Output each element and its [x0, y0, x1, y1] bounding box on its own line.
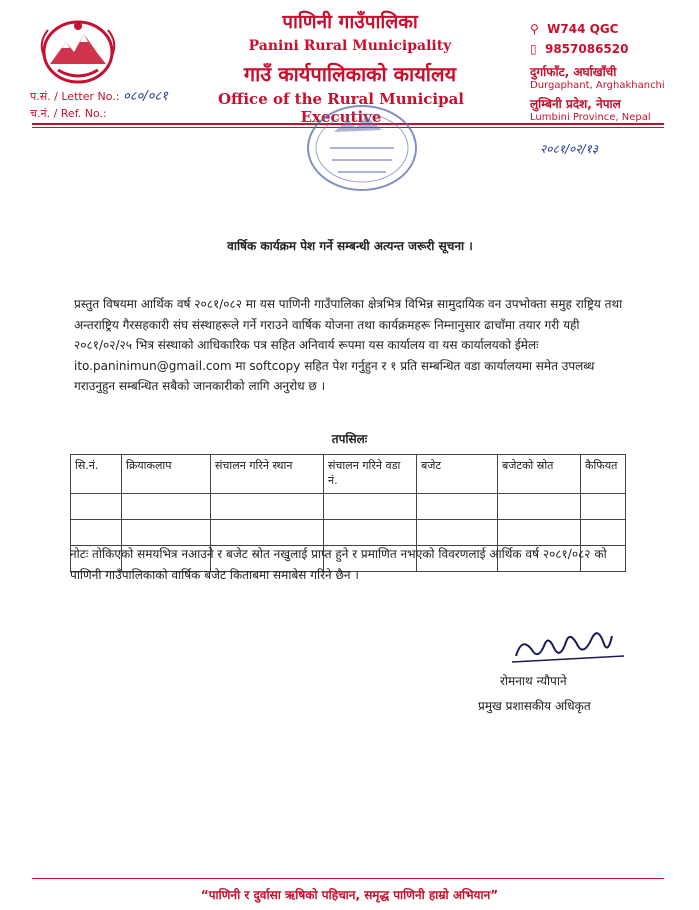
footer-slogan: “पाणिनी र दुर्वासा ऋषिको पहिचान, समृद्ध पाणिनी हाम्रो अभियान” — [200, 888, 499, 902]
table-row — [71, 494, 626, 520]
phone-icon: ▯ — [530, 42, 537, 56]
phone-value: 9857086520 — [544, 42, 629, 56]
column-header: संचालन गरिने स्थान — [211, 455, 324, 494]
letter-number-label: प.सं. / Letter No.: — [30, 90, 120, 103]
table-cell — [122, 520, 211, 546]
phone-number — [530, 42, 690, 56]
notice-note: नोटः तोकिएको समयभित्र नआउने र बजेट स्रोत नखुलाई प्राप्त हुने र प्रमाणित नभएको विवरणलाई आर्थिक वर्ष २०८१/०८२ को पाणिनी गाउँपालिकाको वार्षिक बजेट किताबमा समाबेस गरिने छैन । — [70, 547, 607, 582]
handwritten-signature-icon — [508, 616, 628, 672]
province-np: लुम्बिनी प्रदेश, नेपाल — [530, 97, 621, 111]
table-cell — [417, 520, 498, 546]
table-cell — [324, 494, 417, 520]
signatory-title: प्रमुख प्रशासकीय अधिकृत — [478, 699, 591, 713]
table-cell — [211, 520, 324, 546]
office-name-en: Office of the Rural Municipal Executive — [217, 90, 465, 126]
ref-number-label: च.नं. / Ref. No.: — [30, 107, 107, 120]
column-header: बजेटको स्रोत — [498, 455, 581, 494]
table-cell — [581, 520, 626, 546]
letter-number-value: ०८०/०८१ — [122, 89, 168, 104]
column-header: क्रियाकलाप — [122, 455, 211, 494]
notice-body: प्रस्तुत विषयमा आर्थिक वर्ष २०८१/०८२ मा यस पाणिनी गाउँपालिका क्षेत्रभित्र विभिन्न सामुदायिक वन उपभोक्ता समुह राष्ट्रिय तथा अन्तराष्ट्रिय गैरसहकारी संघ संस्थाहरूले गर्ने गराउने वार्षिक योजना तथा कार्यक्रमहरू निम्नानुसार ढाचाँमा तयार गरी यही २०८१/०२/२५ भित्र संस्थाको आधिकारिक पत्र सहित अनिवार्य रूपमा यस कार्यालय वा यस कार्यालयको ईमेलः ito.paninimun@gmail.com मा softcopy सहित पेश गर्नुहुन र १ प्रति सम्बन्धित वडा कार्यालयमा समेत उपलब्ध गराउनुहुन सम्बन्धित सबैको जानकारीको लागि अनुरोध छ । — [74, 297, 623, 393]
office-stamp-icon — [304, 102, 420, 194]
signatory-name: रोमनाथ न्यौपाने — [500, 674, 567, 688]
location-pin-icon: ⚲ — [530, 22, 539, 36]
table-cell — [211, 494, 324, 520]
office-name-np: गाउँ कार्यपालिकाको कार्यालय — [243, 62, 457, 86]
table-row — [71, 520, 626, 546]
table-cell — [71, 520, 122, 546]
table-cell — [417, 494, 498, 520]
column-header: सि.नं. — [71, 455, 122, 494]
plus-code-value: W744 QGC — [547, 22, 619, 36]
details-heading: तपसिलः — [331, 432, 368, 446]
table-cell — [498, 494, 581, 520]
footer-divider — [32, 878, 664, 879]
column-header: संचालन गरिने वडा नं. — [324, 455, 417, 494]
table-cell — [71, 494, 122, 520]
table-cell — [498, 520, 581, 546]
address-np: दुर्गाफाँट, अर्घाखाँची — [530, 65, 617, 79]
province-en: Lumbini Province, Nepal — [530, 112, 651, 123]
letter-number — [30, 86, 168, 104]
municipality-name-np: पाणिनी गाउँपालिका — [282, 11, 418, 33]
nepal-emblem-icon — [36, 12, 120, 88]
letter-date: २०८१/०२/१३ — [540, 142, 599, 156]
table-cell — [581, 494, 626, 520]
column-header: कैफियत — [581, 455, 626, 494]
table-cell — [324, 520, 417, 546]
column-header: बजेट — [417, 455, 498, 494]
table-cell — [122, 494, 211, 520]
plus-code — [530, 22, 690, 36]
address-en: Durgaphant, Arghakhanchi — [530, 80, 665, 91]
notice-subject: वार्षिक कार्यक्रम पेश गर्ने सम्बन्धी अत्यन्त जरूरी सूचना । — [227, 239, 473, 253]
table-header-row — [71, 455, 626, 494]
municipality-name-en: Panini Rural Municipality — [248, 38, 452, 54]
